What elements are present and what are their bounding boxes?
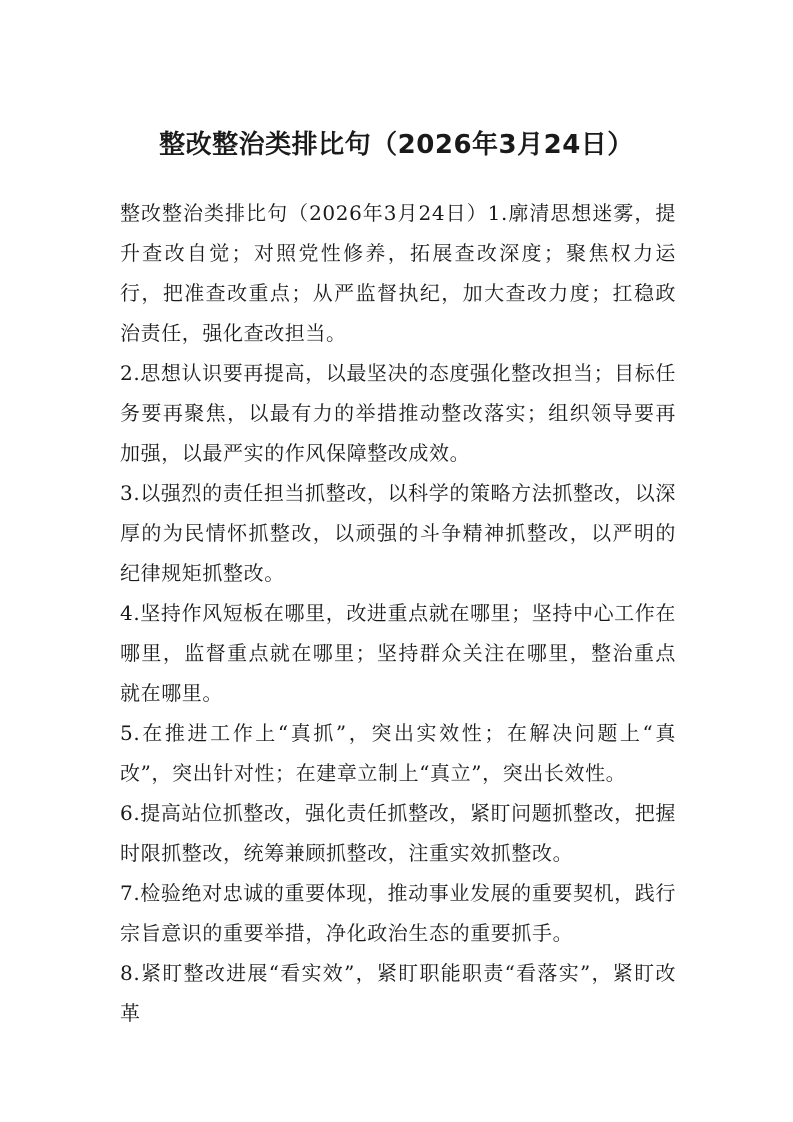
- paragraph-6: 6.提高站位抓整改，强化责任抓整改，紧盯问题抓整改，把握时限抓整改，统筹兼顾抓整改，注重实效抓整改。: [120, 801, 676, 865]
- paragraph-2: 2.思想认识要再提高，以最坚决的态度强化整改担当；目标任务要再聚焦，以最有力的举措推动整改落实；组织领导要再加强，以最严实的作风保障整改成效。: [120, 361, 676, 465]
- document-title: 整改整治类排比句（2026年3月24日）: [159, 130, 634, 160]
- paragraph-8: 8.紧盯整改进展“看实效”，紧盯职能职责“看落实”，紧盯改革: [120, 961, 676, 1025]
- document-body: [120, 193, 676, 1033]
- paragraph-5: 5.在推进工作上“真抓”，突出实效性；在解决问题上“真改”，突出针对性；在建章立制上“真立”，突出长效性。: [120, 721, 676, 785]
- paragraph-7: 7.检验绝对忠诚的重要体现，推动事业发展的重要契机，践行宗旨意识的重要举措，净化政治生态的重要抓手。: [120, 881, 676, 945]
- paragraph-4: 4.坚持作风短板在哪里，改进重点就在哪里；坚持中心工作在哪里，监督重点就在哪里；坚持群众关注在哪里，整治重点就在哪里。: [120, 601, 676, 705]
- paragraph-3: 3.以强烈的责任担当抓整改，以科学的策略方法抓整改，以深厚的为民情怀抓整改，以顽强的斗争精神抓整改，以严明的纪律规矩抓整改。: [120, 481, 676, 585]
- paragraph-1: 整改整治类排比句（2026年3月24日）1.廓清思想迷雾，提升查改自觉；对照党性修养，拓展查改深度；聚焦权力运行，把准查改重点；从严监督执纪，加大查改力度；扛稳政治责任，强化查改担当。: [120, 201, 676, 345]
